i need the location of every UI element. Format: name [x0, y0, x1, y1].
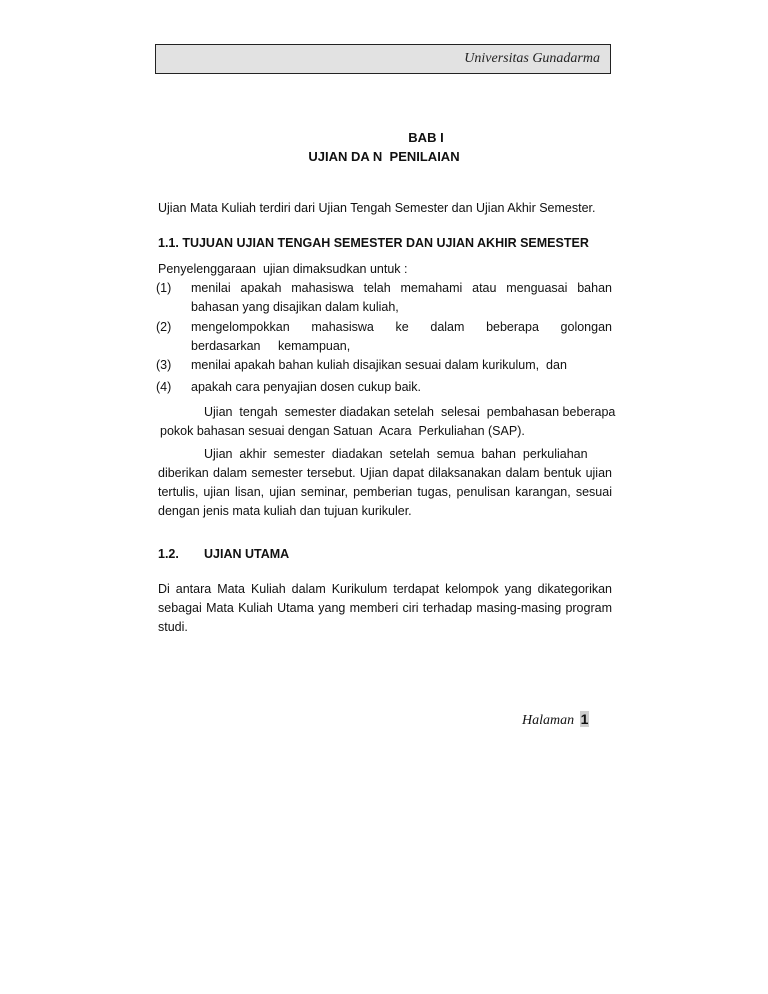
paragraph-line: Ujian tengah semester diadakan setelah selesai pembahasan beberapa — [204, 405, 616, 419]
intro-paragraph: Ujian Mata Kuliah terdiri dari Ujian Tengah Semester dan Ujian Akhir Semester. — [158, 201, 596, 215]
list-item-number: (4) — [156, 380, 172, 394]
page-header — [155, 44, 611, 74]
list-item-number: (2) — [156, 320, 172, 334]
paragraph-line: Ujian akhir semester diadakan setelah semua bahan perkuliahan — [204, 447, 588, 461]
chapter-number: BAB I — [408, 130, 444, 145]
page-footer — [522, 711, 589, 729]
section-2-title: UJIAN UTAMA — [204, 547, 290, 561]
list-item-text: menilai apakah mahasiswa telah memahami atau menguasai bahan bahasan yang disajikan dalam kuliah, — [191, 281, 612, 314]
list-item-number: (3) — [156, 358, 172, 372]
section-2-body: Di antara Mata Kuliah dalam Kurikulum terdapat kelompok yang dikategorikan sebagai Mata Kuliah Utama yang memberi ciri terhadap masing-masing program studi. — [158, 582, 612, 634]
list-item-text: mengelompokkan mahasiswa ke dalam beberapa golongan berdasarkan kemampuan, — [191, 320, 612, 353]
footer-label: Halaman — [522, 713, 575, 728]
list-item-number: (1) — [156, 281, 172, 295]
list-item-text: menilai apakah bahan kuliah disajikan sesuai dalam kurikulum, dan — [191, 358, 567, 372]
header-university: Universitas Gunadarma — [464, 51, 600, 66]
section-1-lead: Penyelenggaraan ujian dimaksudkan untuk : — [158, 262, 408, 276]
page-number: 1 — [580, 711, 589, 727]
list-item-text: apakah cara penyajian dosen cukup baik. — [191, 380, 422, 394]
section-1-heading: 1.1. TUJUAN UJIAN TENGAH SEMESTER DAN UJIAN AKHIR SEMESTER — [158, 236, 589, 250]
section-2-number: 1.2. — [158, 547, 179, 561]
chapter-title: UJIAN DA N PENILAIAN — [308, 149, 460, 164]
paragraph-line: pokok bahasan sesuai dengan Satuan Acara Perkuliahan (SAP). — [160, 424, 525, 438]
paragraph-body: diberikan dalam semester tersebut. Ujian dapat dilaksanakan dalam bentuk ujian tertulis, ujian lisan, ujian seminar, pemberian tugas, penulisan karangan, sesuai dengan jenis mata kuliah dan tujuan kurikuler. — [158, 466, 612, 518]
